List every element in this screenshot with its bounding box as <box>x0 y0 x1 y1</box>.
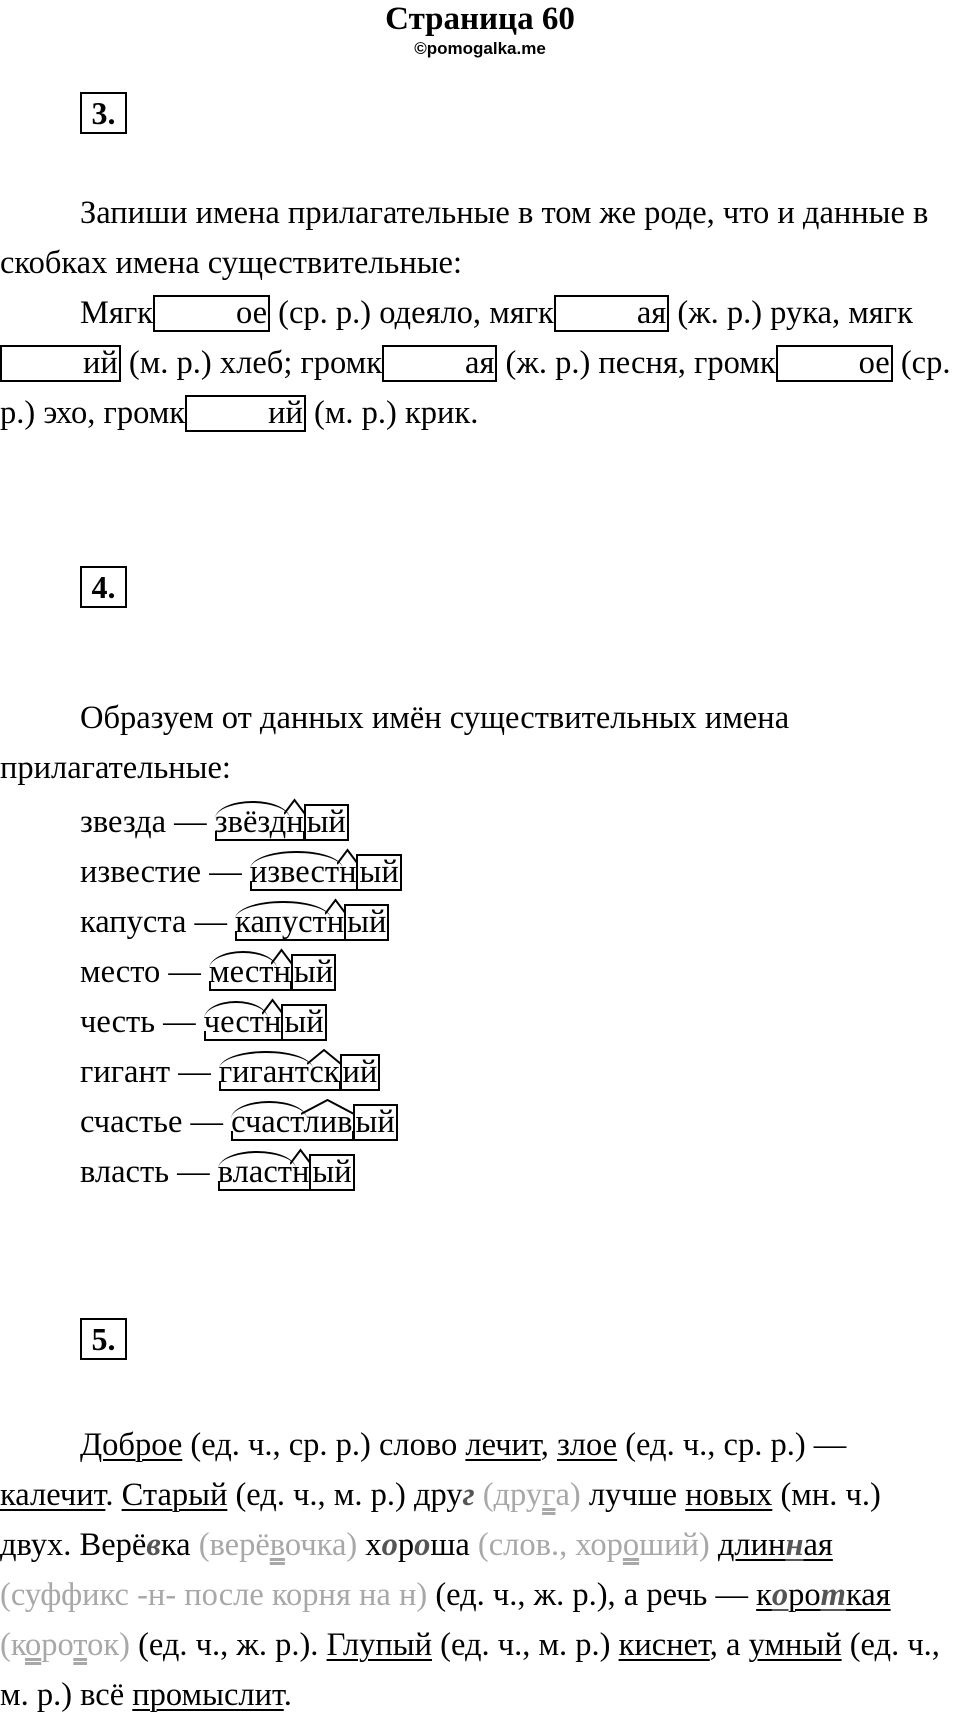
suffix-mark <box>301 1097 354 1115</box>
exercise-5-text: Доброе (ед. ч., ср. р.) слово лечит, злое (ед. ч., ср. р.) — калечит. Старый (ед. ч., м. р.) друг (друга) лучше новых (мн. ч.) двух. Верёвка (верёвочка) хороша (слов., хороший) длинная (суффикс -н- после корня на н) (ед. ч., ж. р.), а речь — короткая (короток) (ед. ч., ж. р.). Глупый (ед. ч., м. р.) киснет, а умный (ед. ч., м. р.) всё промыслит. <box>0 1427 940 1713</box>
ending-box: ий <box>340 1054 381 1091</box>
stem-mark <box>218 1181 311 1191</box>
page-title: Страница 60 <box>385 1 575 37</box>
suffix-mark <box>290 1147 311 1165</box>
site-credit: ©pomogalka.me <box>414 39 546 58</box>
derivation-row: известие — известный <box>80 847 402 897</box>
derivation-row: гигант — гигантский <box>80 1047 380 1097</box>
suffix-mark <box>262 997 283 1015</box>
derived-word: известный <box>250 847 402 897</box>
ending-box: ый <box>356 854 401 891</box>
ending-box: ий <box>185 395 306 432</box>
derived-word: гигантский <box>219 1047 381 1097</box>
ending-box: ая <box>554 295 669 332</box>
exercise-3-text <box>0 188 960 438</box>
derivation-row: честь — честный <box>80 997 327 1047</box>
ending-box: ая <box>382 345 497 382</box>
exercise-4-task: Образуем от данных имён существительных имена прилагательные: <box>0 700 790 786</box>
ending-box: ий <box>0 345 121 382</box>
exercise-3-task: Запиши имена прилагательные в том же роде, что и данные в скобках имена существительные: <box>0 195 929 281</box>
derived-word: властный <box>218 1147 355 1197</box>
ending-box: ый <box>309 1154 354 1191</box>
ending-box: ое <box>153 295 270 332</box>
ending-box: ый <box>281 1004 326 1041</box>
ending-box: ый <box>304 804 349 841</box>
suffix-mark <box>337 847 358 865</box>
derivation-row: место — местный <box>80 947 336 997</box>
ending-box: ый <box>291 954 336 991</box>
ending-box: ый <box>353 1104 398 1141</box>
exercise-3-answer: Мягк ое (ср. р.) одеяло, мягк ая (ж. р.) рука, мягкий (м. р.) хлеб; громк ая (ж. р.) песня, громк ое (ср. р.) эхо, громк ий (м. р.) крик. <box>0 295 951 431</box>
exercise-3-number: 3. <box>80 92 127 134</box>
derivation-row: власть — властный <box>80 1147 355 1197</box>
stem-mark <box>231 1131 354 1141</box>
derived-word: местный <box>209 947 336 997</box>
suffix-mark <box>307 1047 341 1065</box>
exercise-5-number: 5. <box>80 1318 127 1360</box>
derivation-row: капуста — капустный <box>80 897 389 947</box>
derivation-row: счастье — счастливый <box>80 1097 398 1147</box>
stem-mark <box>219 1081 341 1091</box>
stem-mark <box>215 831 305 841</box>
derived-word: честный <box>204 997 327 1047</box>
stem-mark <box>235 931 346 941</box>
suffix-mark <box>271 947 292 965</box>
suffix-mark <box>284 797 305 815</box>
derived-word: капустный <box>235 897 389 947</box>
stem-mark <box>204 1031 283 1041</box>
ending-box: ое <box>776 345 893 382</box>
derived-word: счастливый <box>231 1097 398 1147</box>
suffix-mark <box>325 897 346 915</box>
exercise-4-number: 4. <box>80 566 127 608</box>
ending-box: ый <box>344 904 389 941</box>
stem-mark <box>209 981 292 991</box>
derived-word: звёздный <box>215 797 349 847</box>
stem-mark <box>250 881 358 891</box>
derivation-row: звезда — звёздный <box>80 797 349 847</box>
